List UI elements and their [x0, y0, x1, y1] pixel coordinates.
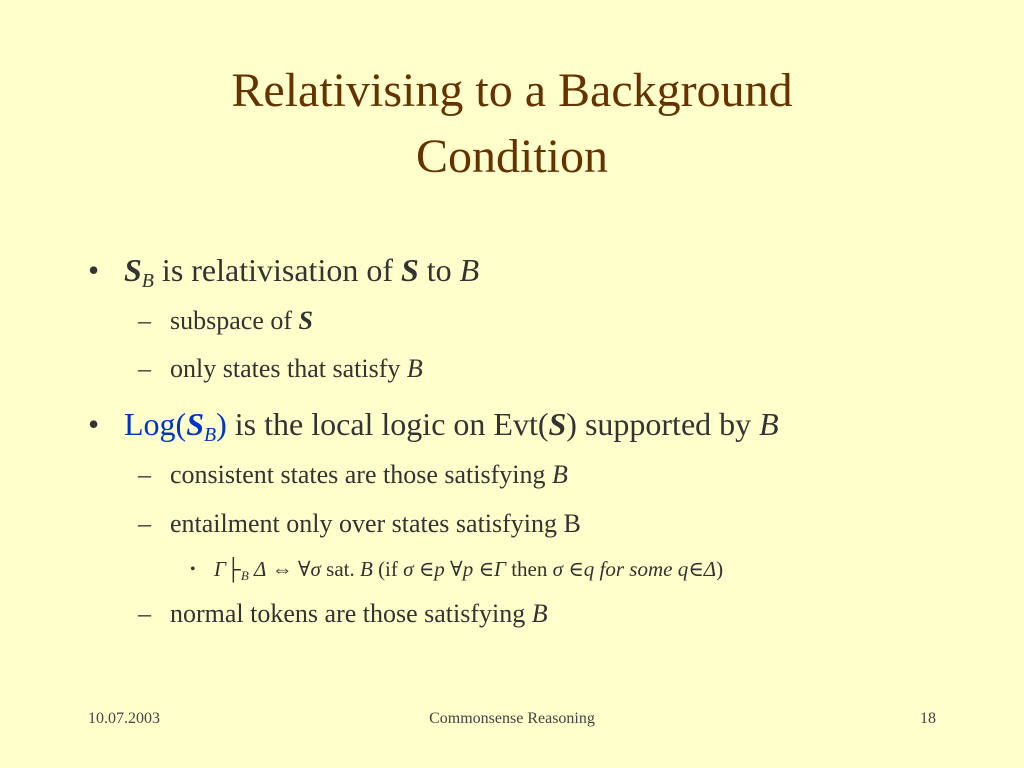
- slide-number: 18: [920, 710, 936, 727]
- sat-text: sat.: [320, 557, 360, 581]
- bullet-text: is the local logic on Evt(: [226, 406, 549, 442]
- dash-icon: –: [138, 599, 151, 628]
- iff-symbol: ⇔: [266, 557, 298, 581]
- subscript-b: B: [240, 567, 249, 583]
- turnstile-symbol: ├: [225, 557, 241, 581]
- sub-bullet-entailment: [138, 507, 581, 541]
- log-sb: [124, 406, 227, 446]
- bullet-local-logic: [88, 404, 779, 444]
- sub-bullet-text: entailment only over states satisfying B: [170, 509, 581, 538]
- symbol-s: S: [186, 406, 204, 442]
- bullet-icon: •: [88, 406, 100, 442]
- condition-1: σ ∈p ∀p ∈Γ: [403, 557, 506, 581]
- symbol-s: S: [124, 252, 142, 288]
- footer-title: Commonsense Reasoning: [429, 710, 595, 727]
- sub-bullet-normal-tokens: [138, 597, 548, 631]
- sub-bullet-consistent-states: [138, 458, 568, 492]
- symbol-s: S: [548, 406, 567, 442]
- bullet-text: ) supported by: [566, 406, 760, 442]
- bullet-icon: •: [190, 561, 196, 578]
- log-open: Log(: [124, 406, 187, 442]
- condition-2: σ ∈q for some q∈Δ: [552, 557, 717, 581]
- if-text: (if: [372, 557, 404, 581]
- log-close: ): [216, 406, 227, 442]
- sub-bullet-text: normal tokens are those satisfying: [170, 599, 532, 628]
- dash-icon: –: [138, 354, 151, 383]
- forall-sigma: ∀σ: [297, 557, 321, 581]
- symbol-b: B: [759, 406, 779, 442]
- sub-bullet-text: subspace of: [170, 306, 299, 335]
- symbol-b: B: [359, 557, 373, 581]
- dash-icon: –: [138, 509, 151, 538]
- subscript-b: B: [141, 269, 154, 292]
- sub-bullet-text: only states that satisfy: [170, 354, 407, 383]
- bullet-icon: •: [88, 252, 100, 288]
- title-line-1: Relativising to a Background: [231, 64, 793, 117]
- symbol-b: B: [531, 599, 548, 628]
- symbol-b: B: [551, 460, 568, 489]
- subscript-b: B: [204, 423, 217, 446]
- symbol-delta: Δ: [248, 557, 267, 581]
- symbol-gamma: Γ: [214, 557, 226, 581]
- footer-date: 10.07.2003: [88, 710, 160, 727]
- dash-icon: –: [138, 306, 151, 335]
- then-text: then: [505, 557, 553, 581]
- sub-bullet-subspace: [138, 304, 313, 338]
- dash-icon: –: [138, 460, 151, 489]
- symbol-b: B: [459, 252, 480, 288]
- title-line-2: Condition: [415, 130, 609, 183]
- symbol-s: S: [298, 306, 313, 335]
- bullet-sb-definition: [88, 250, 479, 290]
- sub-sub-bullet-formula: [190, 555, 723, 584]
- close-paren: ): [716, 557, 724, 581]
- bullet-text: to: [418, 252, 460, 288]
- symbol-b: B: [406, 354, 423, 383]
- bullet-text: is relativisation of: [153, 252, 401, 288]
- symbol-s: S: [400, 252, 419, 288]
- sub-bullet-text: consistent states are those satisfying: [170, 460, 552, 489]
- sub-bullet-only-states: [138, 352, 423, 386]
